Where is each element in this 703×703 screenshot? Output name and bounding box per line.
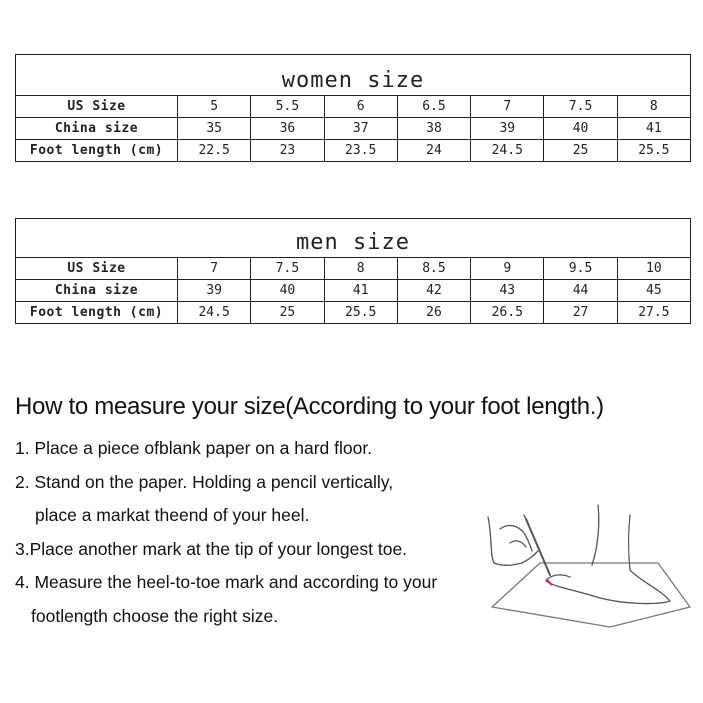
table-cell: 39: [471, 118, 544, 140]
table-cell: 7.5: [251, 258, 324, 280]
row-label-china-size: China size: [16, 280, 178, 302]
table-row: [16, 140, 691, 162]
measure-guide-title: How to measure your size(According to your foot length.): [15, 393, 604, 420]
table-cell: 9: [471, 258, 544, 280]
table-row: [16, 302, 691, 324]
step-2-continued-text: place a markat theend of your heel.: [35, 505, 310, 525]
table-cell: 22.5: [178, 140, 251, 162]
row-label-foot-length: Foot length (cm): [16, 302, 178, 324]
table-cell: 38: [397, 118, 470, 140]
table-cell: 27: [544, 302, 617, 324]
table-cell: 5.5: [251, 96, 324, 118]
table-cell: 40: [251, 280, 324, 302]
step-3-text: 3.Place another mark at the tip of your longest toe.: [15, 539, 408, 559]
table-row: [16, 96, 691, 118]
table-cell: 24.5: [471, 140, 544, 162]
table-cell: 45: [617, 280, 690, 302]
table-cell: 40: [544, 118, 617, 140]
table-cell: 9.5: [544, 258, 617, 280]
table-cell: 10: [617, 258, 690, 280]
table-cell: 36: [251, 118, 324, 140]
table-cell: 43: [471, 280, 544, 302]
step-4-continued-text: footlength choose the right size.: [31, 606, 279, 626]
table-row: [16, 258, 691, 280]
women-table-title: women size: [16, 55, 691, 96]
table-row: [16, 118, 691, 140]
table-cell: 8: [617, 96, 690, 118]
table-cell: 24.5: [178, 302, 251, 324]
table-cell: 25.5: [324, 302, 397, 324]
table-cell: 8.5: [397, 258, 470, 280]
table-cell: 42: [397, 280, 470, 302]
table-cell: 6: [324, 96, 397, 118]
row-label-us-size: US Size: [16, 258, 178, 280]
table-cell: 26: [397, 302, 470, 324]
table-cell: 7.5: [544, 96, 617, 118]
table-cell: 6.5: [397, 96, 470, 118]
step-1-text: 1. Place a piece ofblank paper on a hard floor.: [15, 438, 373, 458]
table-cell: 8: [324, 258, 397, 280]
table-cell: 35: [178, 118, 251, 140]
table-cell: 44: [544, 280, 617, 302]
step-2-text: 2. Stand on the paper. Holding a pencil vertically,: [15, 472, 394, 492]
foot-measure-illustration: [480, 495, 695, 635]
table-cell: 23: [251, 140, 324, 162]
table-cell: 7: [471, 96, 544, 118]
table-cell: 7: [178, 258, 251, 280]
table-cell: 37: [324, 118, 397, 140]
table-cell: 26.5: [471, 302, 544, 324]
table-row: [16, 280, 691, 302]
row-label-foot-length: Foot length (cm): [16, 140, 178, 162]
table-cell: 23.5: [324, 140, 397, 162]
table-cell: 27.5: [617, 302, 690, 324]
table-cell: 39: [178, 280, 251, 302]
table-cell: 5: [178, 96, 251, 118]
table-cell: 25: [251, 302, 324, 324]
table-cell: 41: [324, 280, 397, 302]
row-label-china-size: China size: [16, 118, 178, 140]
table-cell: 24: [397, 140, 470, 162]
row-label-us-size: US Size: [16, 96, 178, 118]
table-cell: 25: [544, 140, 617, 162]
step-4-text: 4. Measure the heel-to-toe mark and according to your: [15, 572, 438, 592]
men-size-table: [15, 218, 691, 324]
table-cell: 25.5: [617, 140, 690, 162]
table-cell: 41: [617, 118, 690, 140]
women-size-table: [15, 54, 691, 162]
men-table-title: men size: [16, 219, 691, 258]
